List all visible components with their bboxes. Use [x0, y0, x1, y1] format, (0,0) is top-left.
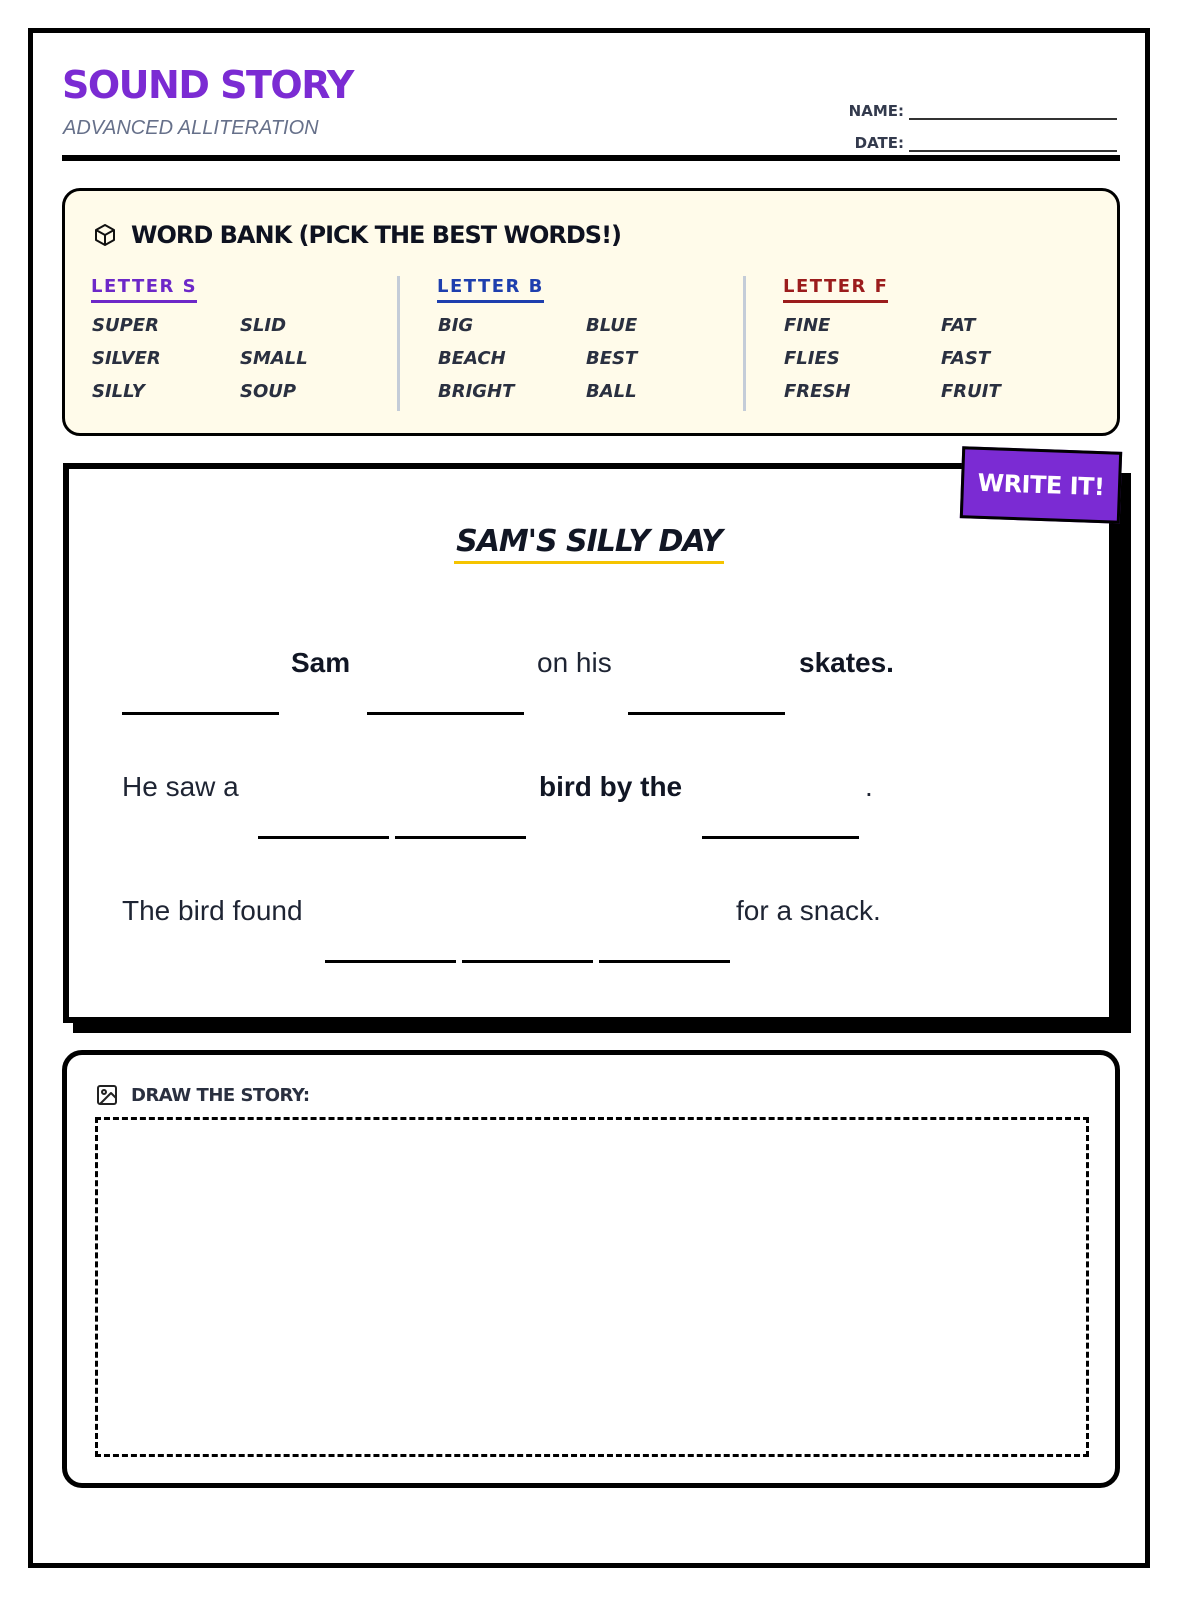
word-item: SLID — [240, 315, 287, 336]
name-field[interactable] — [837, 88, 1117, 120]
word-item: FRUIT — [941, 381, 1001, 402]
answer-blank[interactable] — [628, 712, 785, 715]
story-title-text: SAM'S SILLY DAY — [454, 524, 724, 564]
name-line[interactable] — [909, 104, 1117, 120]
word-item: SMALL — [240, 348, 308, 369]
word-item: FLIES — [784, 348, 840, 369]
word-column-b — [397, 276, 743, 411]
column-heading: LETTER B — [437, 276, 544, 303]
date-line[interactable] — [909, 136, 1117, 152]
story-word: Sam — [291, 647, 351, 678]
word-item: SILVER — [92, 348, 161, 369]
student-fields — [837, 88, 1117, 152]
story-word: The bird found — [122, 895, 303, 926]
word-item: FRESH — [784, 381, 851, 402]
word-item: BALL — [586, 381, 637, 402]
word-item: SOUP — [240, 381, 297, 402]
word-item: SILLY — [92, 381, 145, 402]
write-it-badge: WRITE IT! — [960, 446, 1122, 524]
word-item: FINE — [784, 315, 831, 336]
word-column-f — [743, 276, 1089, 411]
date-label: DATE: — [854, 134, 904, 152]
word-item: BEACH — [438, 348, 506, 369]
column-heading: LETTER F — [783, 276, 888, 303]
answer-blank[interactable] — [702, 836, 859, 839]
story-word: . — [865, 771, 873, 802]
drawing-area[interactable] — [95, 1117, 1089, 1457]
word-item: BIG — [438, 315, 474, 336]
word-item: BLUE — [586, 315, 638, 336]
story-box — [63, 463, 1115, 1023]
cube-icon — [93, 223, 117, 247]
answer-blank[interactable] — [395, 836, 526, 839]
word-column-s — [91, 276, 397, 411]
image-icon — [95, 1083, 119, 1107]
worksheet-subtitle: ADVANCED ALLITERATION — [63, 117, 319, 139]
worksheet-title: SOUND STORY — [62, 63, 353, 107]
draw-label-text: DRAW THE STORY: — [131, 1084, 310, 1106]
answer-blank[interactable] — [462, 960, 593, 963]
word-item: SUPER — [92, 315, 159, 336]
story-word: bird by the — [539, 771, 683, 802]
story-word: skates. — [799, 647, 894, 678]
word-item: FAST — [941, 348, 991, 369]
header-divider — [62, 155, 1120, 161]
answer-blank[interactable] — [122, 712, 279, 715]
word-item: FAT — [941, 315, 976, 336]
column-heading: LETTER S — [91, 276, 197, 303]
worksheet — [28, 28, 1150, 1568]
answer-blank[interactable] — [599, 960, 730, 963]
name-label: NAME: — [848, 102, 904, 120]
word-item: BRIGHT — [438, 381, 515, 402]
answer-blank[interactable] — [258, 836, 389, 839]
word-bank-title: WORD BANK (PICK THE BEST WORDS!) — [131, 221, 621, 249]
draw-box — [62, 1050, 1120, 1488]
answer-blank[interactable] — [325, 960, 456, 963]
word-bank — [62, 188, 1120, 436]
story-word: for a snack. — [736, 895, 881, 926]
story-word: He saw a — [122, 771, 239, 802]
word-bank-heading — [93, 221, 621, 249]
draw-heading — [95, 1083, 310, 1107]
answer-blank[interactable] — [367, 712, 524, 715]
word-item: BEST — [586, 348, 638, 369]
date-field[interactable] — [837, 120, 1117, 152]
story-title — [69, 524, 1109, 559]
story-word: on his — [537, 647, 612, 678]
